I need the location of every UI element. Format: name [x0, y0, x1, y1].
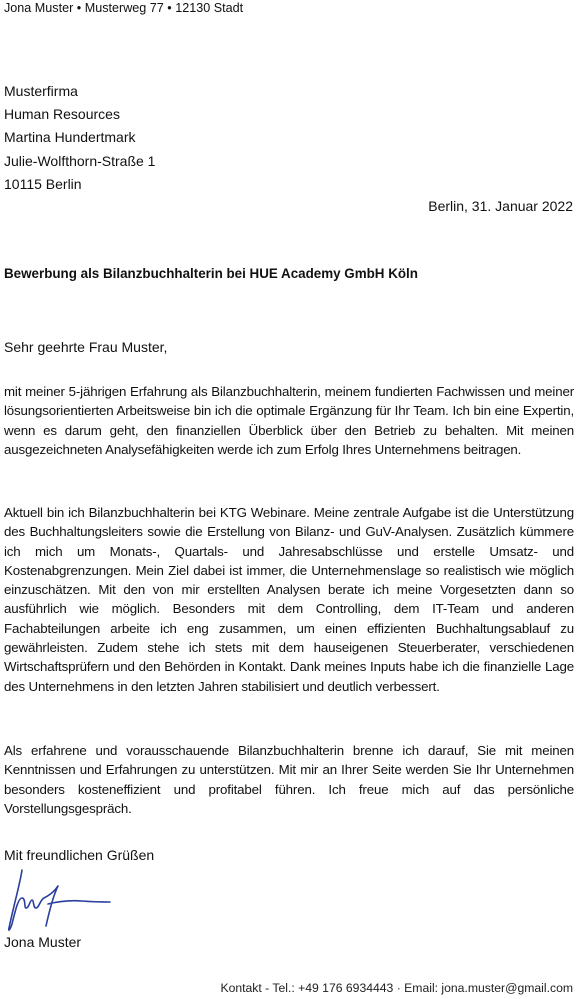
sender-address-line: Jona Muster • Musterweg 77 • 12130 Stadt — [4, 1, 244, 15]
letter-salutation: Sehr geehrte Frau Muster, — [4, 339, 168, 355]
recipient-department: Human Resources — [4, 106, 120, 123]
body-paragraph-2: Aktuell bin ich Bilanzbuchhalterin bei KTG Webinare. Meine zentrale Aufgabe ist die Unterstützung des Buchhaltungsleiters sowie die Erstellung von Bilanz- und GuV-Analysen. Zusätzlich kümmere ich mich um Monats-, Quartals- und Jahresabschlüsse und erstelle Umsatz- und Kostenabgrenzungen. Mein Ziel dabei ist immer, die Unternehmenslage so realistisch wie möglich einzuschätzen. Mit den von mir erstellten Analysen berate ich meine Vorgesetzten dann so ausführlich wie möglich. Besonders mit dem Controlling, dem IT-Team und anderen Fachabteilungen arbeite ich eng zusammen, um einen effizienten Buchhaltungsablauf zu gewährleisten. Zudem stehe ich stets mit dem hauseigenen Steuerberater, verschiedenen Wirtschaftsprüfern und den Behörden in Kontakt. Dank meines Inputs habe ich die finanzielle Lage des Unternehmens in den letzten Jahren stabilisiert und deutlich verbessert. — [4, 505, 574, 694]
letter-closing: Mit freundlichen Grüßen — [4, 847, 155, 863]
handwritten-signature — [4, 864, 114, 934]
contact-footer: Kontakt - Tel.: +49 176 6934443 · Email: jona.muster@gmail.com — [220, 981, 573, 995]
recipient-company: Musterfirma — [4, 83, 78, 99]
recipient-street: Julie-Wolfthorn-Straße 1 — [4, 152, 156, 169]
letter-date: Berlin, 31. Januar 2022 — [428, 198, 573, 214]
body-paragraph-1: mit meiner 5-jährigen Erfahrung als Bilanzbuchhalterin, meinem fundierten Fachwissen und meiner lösungsorientierten Arbeitsweise bin ich die optimale Ergänzung für Ihr Team. Ich bin eine Expertin, wenn es darum geht, den finanziellen Überblick über den Betrieb zu behalten. Mit meinen ausgezeichneten Analysefähigkeiten werde ich zum Erfolg Ihres Unternehmens beitragen. — [4, 384, 574, 457]
body-paragraph-3: Als erfahrene und vorausschauende Bilanzbuchhalterin brenne ich darauf, Sie mit meinen Kenntnissen und Erfahrungen zu unterstützen. Mit mir an Ihrer Seite werden Sie Ihr Unternehmen besonders kosteneffizient und profitabel führen. Ich freue mich auf das persönliche Vorstellungsgespräch. — [4, 743, 574, 816]
recipient-contact-person: Martina Hundertmark — [4, 129, 136, 146]
recipient-city: 10115 Berlin — [4, 175, 82, 192]
sender-name: Jona Muster — [4, 934, 82, 950]
recipient-address-block — [4, 80, 155, 196]
letter-subject: Bewerbung als Bilanzbuchhalterin bei HUE Academy GmbH Köln — [4, 266, 418, 281]
